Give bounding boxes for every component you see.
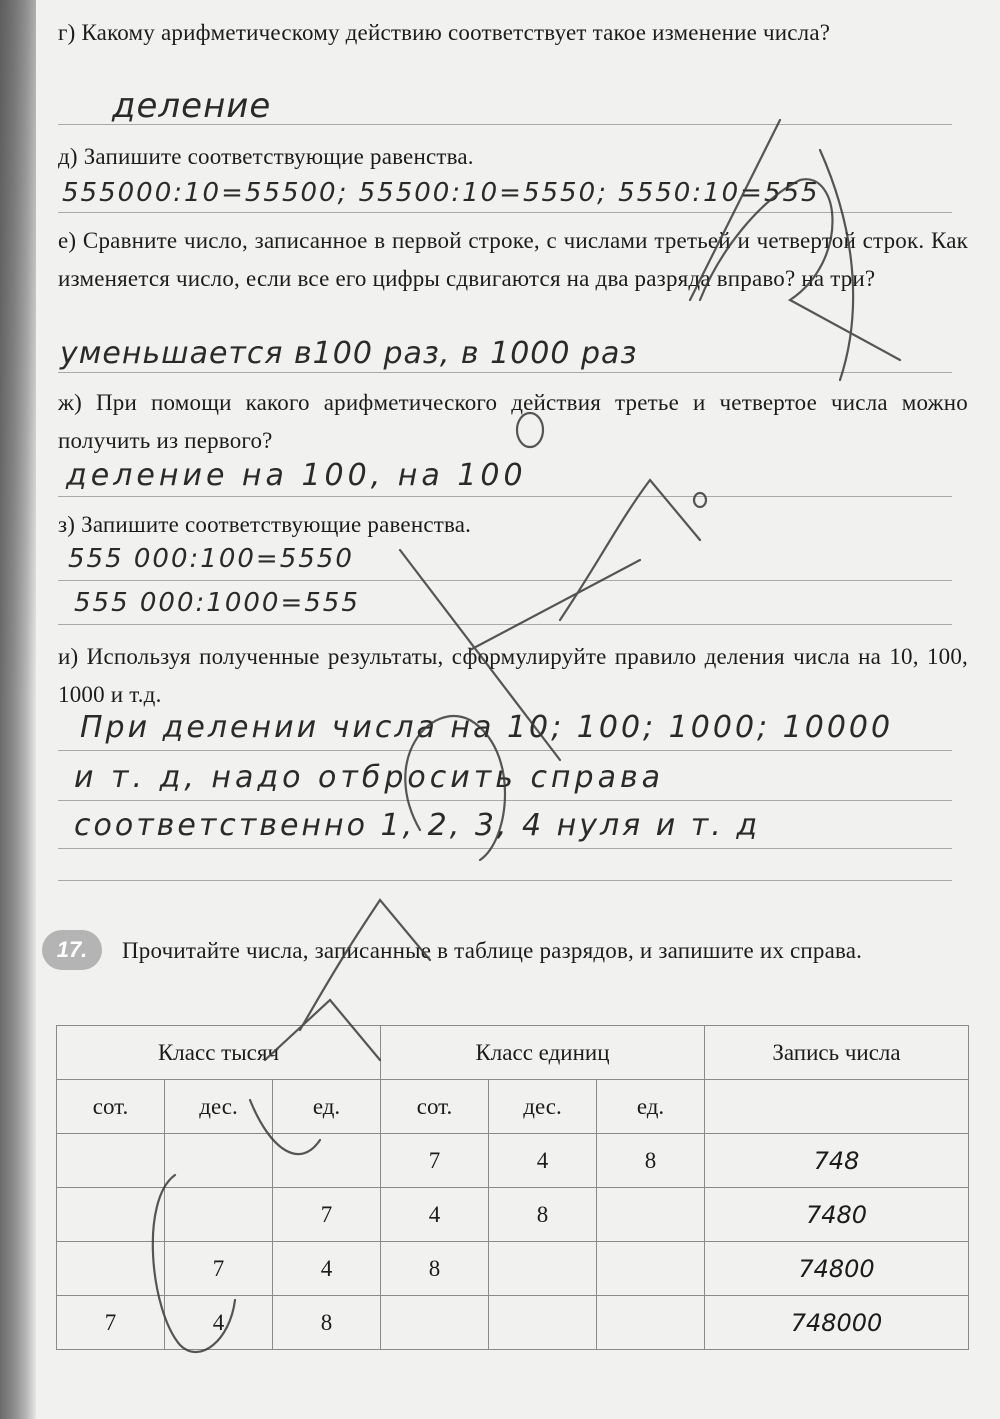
digit-cell [381, 1296, 489, 1350]
answer-line [58, 372, 952, 373]
answer-z-1: 555 000:100=5550 [68, 544, 354, 574]
question-z: з) Запишите соответствующие равенства. [58, 512, 472, 537]
book-spine-gradient [0, 0, 36, 700]
digit-cell: 4 [273, 1242, 381, 1296]
subheader-ones: ед. [273, 1080, 381, 1134]
digit-cell [165, 1134, 273, 1188]
answer-line [58, 496, 952, 497]
digit-cell: 8 [489, 1188, 597, 1242]
digit-cell: 8 [273, 1296, 381, 1350]
subheader-tens: дес. [165, 1080, 273, 1134]
digit-cell [489, 1296, 597, 1350]
answer-line [58, 580, 952, 581]
scribble-i2 [560, 480, 700, 620]
question-e: е) Сравните число, записанное в первой строке, с числами третьей и четвертой строк. Как изменяется число, если все его цифры сдвигаются на два разряда вправо? на три? [58, 228, 968, 291]
digit-cell: 4 [489, 1134, 597, 1188]
digit-cell [57, 1188, 165, 1242]
digit-cell [273, 1134, 381, 1188]
digit-cell [57, 1134, 165, 1188]
digit-cell: 7 [273, 1188, 381, 1242]
digit-cell [597, 1188, 705, 1242]
place-value-table [56, 1025, 969, 1350]
header-record: Запись числа [705, 1026, 969, 1080]
subheader-tens: дес. [489, 1080, 597, 1134]
answer-line [58, 880, 952, 881]
digit-cell [57, 1242, 165, 1296]
table-row [57, 1296, 969, 1350]
answer-line [58, 624, 952, 625]
number-record: 7480 [705, 1188, 969, 1242]
digit-cell: 8 [597, 1134, 705, 1188]
answer-d: 555000:10=55500; 55500:10=5550; 5550:10=555 [62, 178, 820, 208]
digit-cell [165, 1188, 273, 1242]
digit-cell: 7 [381, 1134, 489, 1188]
answer-i-2: и т. д, надо отбросить справа [74, 760, 665, 795]
answer-z-2: 555 000:1000=555 [74, 588, 360, 618]
header-class-thousands: Класс тысяч [57, 1026, 381, 1080]
answer-line [58, 212, 952, 213]
question-i: и) Используя полученные результаты, сформулируйте правило деления числа на 10, 100, 1000 и т.д. [58, 644, 968, 707]
table-row [57, 1188, 969, 1242]
answer-line [58, 750, 952, 751]
digit-cell [597, 1242, 705, 1296]
answer-e: уменьшается в100 раз, в 1000 раз [60, 336, 638, 371]
digit-cell: 4 [165, 1296, 273, 1350]
answer-line [58, 800, 952, 801]
digit-cell: 7 [57, 1296, 165, 1350]
answer-g: деление [112, 86, 272, 126]
task-number-badge: 17. [42, 930, 102, 970]
question-g: г) Какому арифметическому действию соответствует такое изменение числа? [58, 20, 831, 45]
number-record: 74800 [705, 1242, 969, 1296]
header-class-units: Класс единиц [381, 1026, 705, 1080]
digit-cell [597, 1296, 705, 1350]
answer-line [58, 848, 952, 849]
number-record: 748000 [705, 1296, 969, 1350]
digit-cell [489, 1242, 597, 1296]
digit-cell: 7 [165, 1242, 273, 1296]
answer-line [58, 124, 952, 125]
table-row [57, 1134, 969, 1188]
subheader-record-blank [705, 1080, 969, 1134]
subheader-ones: ед. [597, 1080, 705, 1134]
answer-i-3: соответственно 1, 2, 3, 4 нуля и т. д [74, 808, 761, 843]
task17-text: Прочитайте числа, записанные в таблице разрядов, и запишите их справа. [122, 938, 863, 963]
digit-cell: 4 [381, 1188, 489, 1242]
number-record: 748 [705, 1134, 969, 1188]
answer-i-1: При делении числа на 10; 100; 1000; 10000 [80, 710, 894, 745]
question-zh: ж) При помощи какого арифметического действия третье и четвертое числа можно получить из первого? [58, 390, 968, 453]
digit-cell: 8 [381, 1242, 489, 1296]
answer-zh: деление на 100, на 100 [66, 458, 527, 493]
subheader-hundreds: сот. [57, 1080, 165, 1134]
subheader-hundreds: сот. [381, 1080, 489, 1134]
table-row [57, 1242, 969, 1296]
question-d: д) Запишите соответствующие равенства. [58, 144, 474, 169]
